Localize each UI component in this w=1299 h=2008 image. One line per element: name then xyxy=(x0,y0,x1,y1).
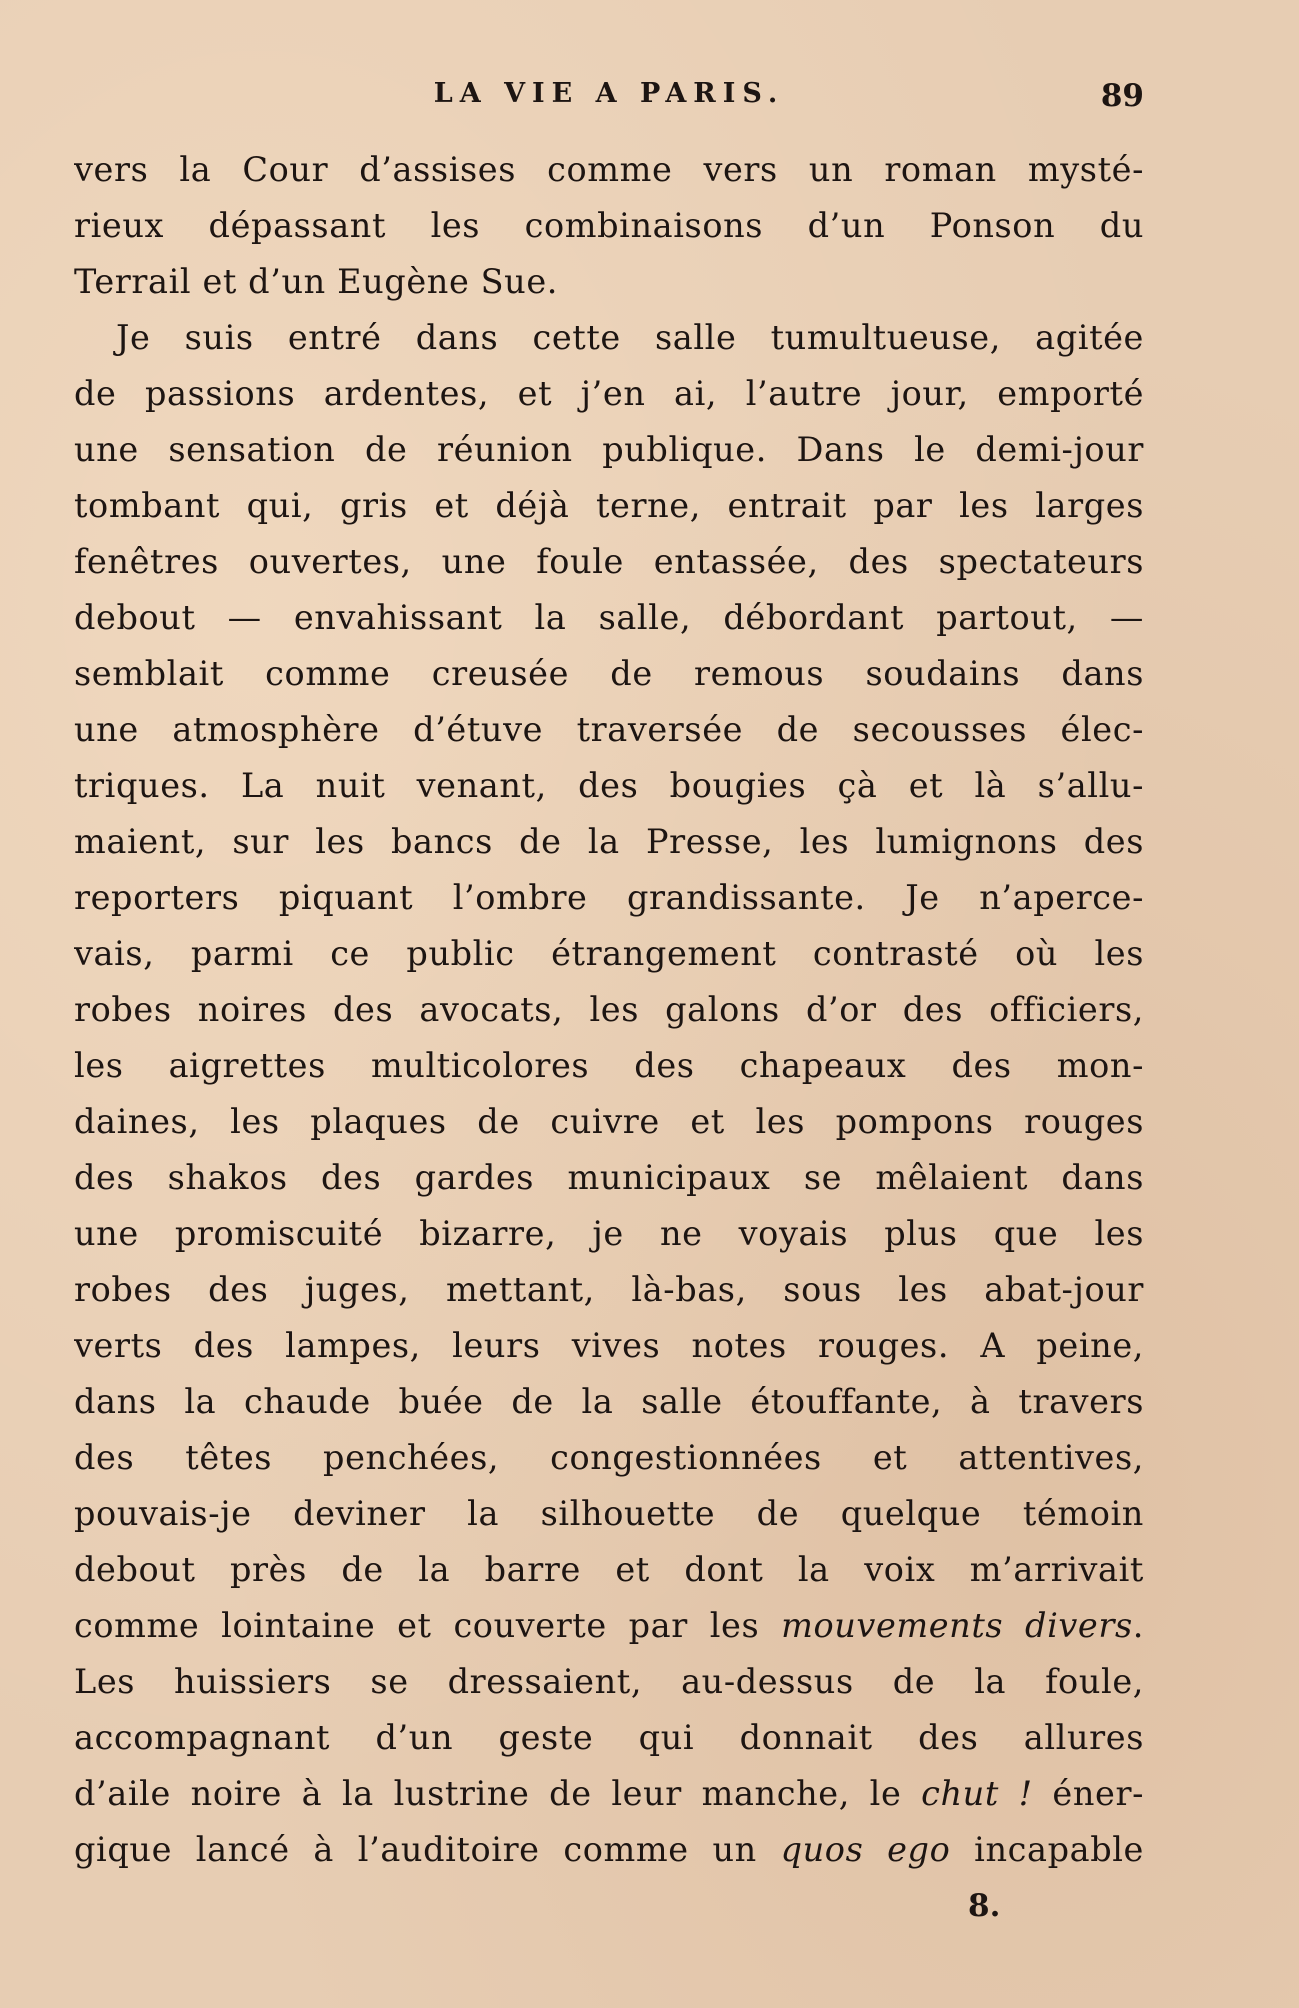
text-line: fenêtres ouvertes, une foule entassée, des spectateurs xyxy=(74,542,1144,581)
text-line: robes noires des avocats, les galons d’or des officiers, xyxy=(74,990,1144,1029)
page-number: 89 xyxy=(1100,78,1144,114)
italic-phrase: mouvements divers xyxy=(781,1606,1133,1645)
text-line: des shakos des gardes municipaux se mêlaient dans xyxy=(74,1158,1144,1197)
text-line: debout près de la barre et dont la voix m’arrivait xyxy=(74,1550,1144,1589)
signature-mark: 8. xyxy=(968,1888,1001,1924)
text-line: de passions ardentes, et j’en ai, l’autre jour, emporté xyxy=(74,374,1144,413)
text-line: gique lancé à l’auditoire comme un quos ego incapable xyxy=(74,1830,1144,1869)
text-line: robes des juges, mettant, là-bas, sous les abat-jour xyxy=(74,1270,1144,1309)
text-line: verts des lampes, leurs vives notes rouges. A peine, xyxy=(74,1326,1144,1365)
text-line: debout — envahissant la salle, débordant partout, — xyxy=(74,598,1144,637)
italic-phrase: chut ! xyxy=(921,1774,1033,1813)
text-line: accompagnant d’un geste qui donnait des allures xyxy=(74,1718,1144,1757)
text-line: vais, parmi ce public étrangement contrasté où les xyxy=(74,934,1144,973)
text-line: Les huissiers se dressaient, au-dessus de la foule, xyxy=(74,1662,1144,1701)
text-line: triques. La nuit venant, des bougies çà et là s’allu- xyxy=(74,766,1144,805)
italic-phrase: quos ego xyxy=(780,1830,951,1869)
text-line: une promiscuité bizarre, je ne voyais plus que les xyxy=(74,1214,1144,1253)
text-line: Terrail et d’un Eugène Sue. xyxy=(74,262,559,301)
text-line: reporters piquant l’ombre grandissante. Je n’aperce- xyxy=(74,878,1144,917)
running-title: LA VIE A PARIS. xyxy=(433,78,785,109)
body-text xyxy=(74,142,1144,1878)
text-line: tombant qui, gris et déjà terne, entrait par les larges xyxy=(74,486,1144,525)
text-line: maient, sur les bancs de la Presse, les lumignons des xyxy=(74,822,1144,861)
text-line: d’aile noire à la lustrine de leur manche, le chut ! éner- xyxy=(74,1774,1144,1813)
text-line: dans la chaude buée de la salle étouffante, à travers xyxy=(74,1382,1144,1421)
text-line: comme lointaine et couverte par les mouvements divers. xyxy=(74,1606,1144,1645)
text-line: les aigrettes multicolores des chapeaux des mon- xyxy=(74,1046,1144,1085)
running-head xyxy=(74,78,1144,118)
text-line: Je suis entré dans cette salle tumultueuse, agitée xyxy=(116,318,1144,357)
text-line: une sensation de réunion publique. Dans le demi-jour xyxy=(74,430,1144,469)
text-line: semblait comme creusée de remous soudains dans xyxy=(74,654,1144,693)
text-line: daines, les plaques de cuivre et les pompons rouges xyxy=(74,1102,1144,1141)
text-line: une atmosphère d’étuve traversée de secousses élec- xyxy=(74,710,1144,749)
text-line: vers la Cour d’assises comme vers un roman mysté- xyxy=(74,150,1144,189)
text-line: rieux dépassant les combinaisons d’un Ponson du xyxy=(74,206,1144,245)
text-line: pouvais-je deviner la silhouette de quelque témoin xyxy=(74,1494,1144,1533)
text-line: des têtes penchées, congestionnées et attentives, xyxy=(74,1438,1144,1477)
